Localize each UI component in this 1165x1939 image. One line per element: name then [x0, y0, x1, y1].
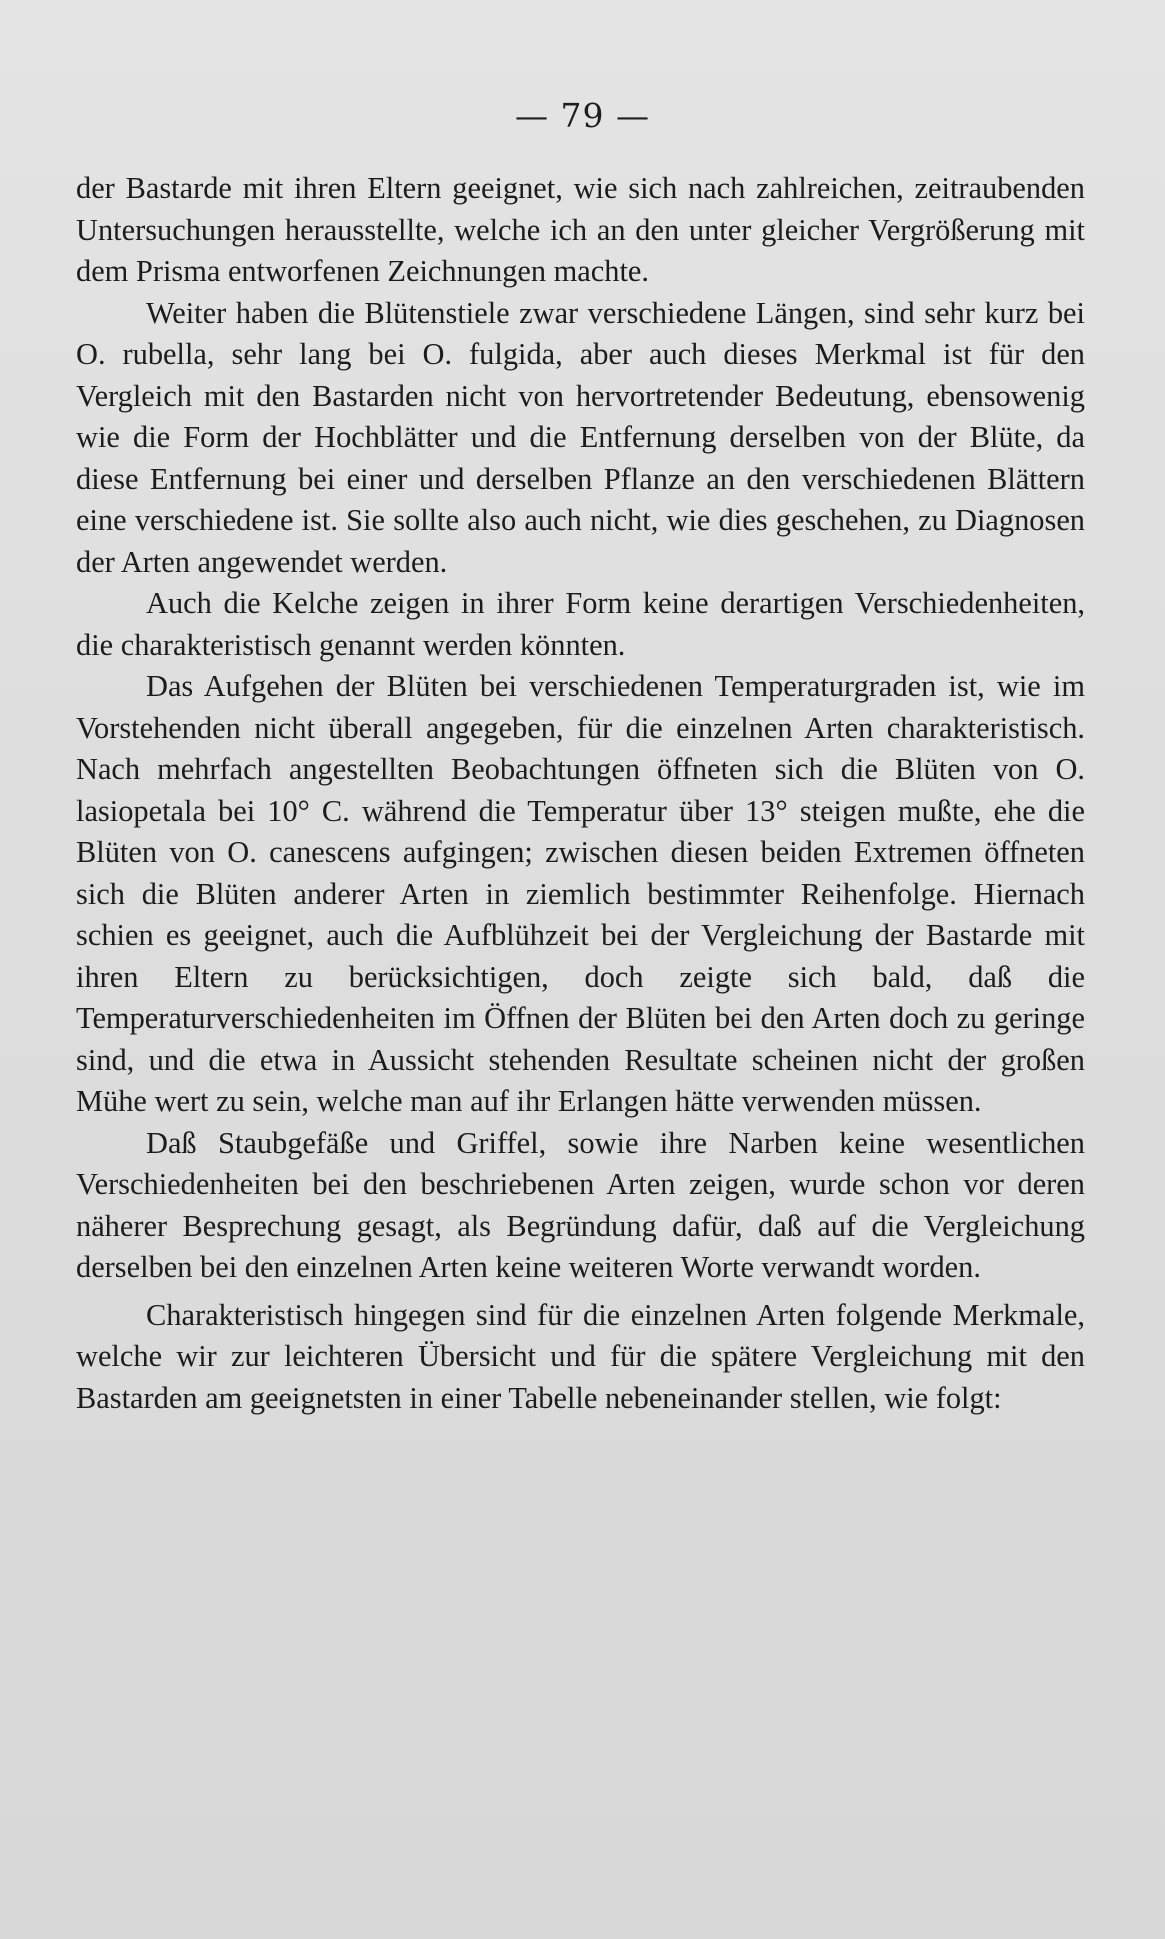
body-text	[76, 168, 1085, 1419]
paragraph-stamens-styles: Daß Staubgefäße und Griffel, sowie ihre Narben keine wesentlichen Verschiedenheiten bei den beschriebenen Arten zeigen, wurde schon vor deren näherer Besprechung gesagt, als Begründung dafür, daß auf die Vergleichung derselben bei den einzelnen Arten keine weiteren Worte verwandt worden.	[76, 1125, 1085, 1284]
page-number: — 79 —	[515, 96, 650, 135]
paragraph-continuation: der Bastarde mit ihren Eltern geeignet, wie sich nach zahlreichen, zeitraubenden Untersuchungen herausstellte, welche ich an den unter gleicher Vergrößerung mit dem Prisma entworfenen Zeichnungen machte.	[76, 171, 1085, 288]
paragraph-calyx: Auch die Kelche zeigen in ihrer Form keine derartigen Verschiedenheiten, die charakteristisch genannt werden könnten.	[76, 586, 1085, 662]
paragraph-flower-stalks: Weiter haben die Blütenstiele zwar verschiedene Längen, sind sehr kurz bei O. rubella, sehr lang bei O. fulgida, aber auch dieses Merkmal ist für den Vergleich mit den Bastarden nicht von hervortretender Bedeutung, ebensowenig wie die Form der Hochblätter und die Entfernung derselben von der Blüte, da diese Entfernung bei einer und derselben Pflanze an den verschiedenen Blättern eine verschiedene ist. Sie sollte also auch nicht, wie dies geschehen, zu Diagnosen der Arten angewendet werden.	[76, 295, 1085, 579]
paragraph-characteristics-table-intro: Charakteristisch hingegen sind für die einzelnen Arten folgende Merkmale, welche wir zur leichteren Übersicht und für die spätere Vergleichung mit den Bastarden am geeignetsten in einer Tabelle nebeneinander stellen, wie folgt:	[76, 1297, 1085, 1415]
paragraph-blooming-temperature: Das Aufgehen der Blüten bei verschiedenen Temperaturgraden ist, wie im Vorstehenden nicht überall angegeben, für die einzelnen Arten charakteristisch. Nach mehrfach angestellten Beobachtungen öffneten sich die Blüten von O. lasiopetala bei 10° C. während die Temperatur über 13° steigen mußte, ehe die Blüten von O. canescens aufgingen; zwischen diesen beiden Extremen öffneten sich die Blüten anderer Arten in ziemlich bestimmter Reihenfolge. Hiernach schien es geeignet, auch die Aufblühzeit bei der Vergleichung der Bastarde mit ihren Eltern zu berücksichtigen, doch zeigte sich bald, daß die Temperaturverschiedenheiten im Öffnen der Blüten bei den Arten doch zu geringe sind, und die etwa in Aussicht stehenden Resultate scheinen nicht der großen Mühe wert zu sein, welche man auf ihr Erlangen hätte verwenden müssen.	[76, 669, 1085, 1118]
